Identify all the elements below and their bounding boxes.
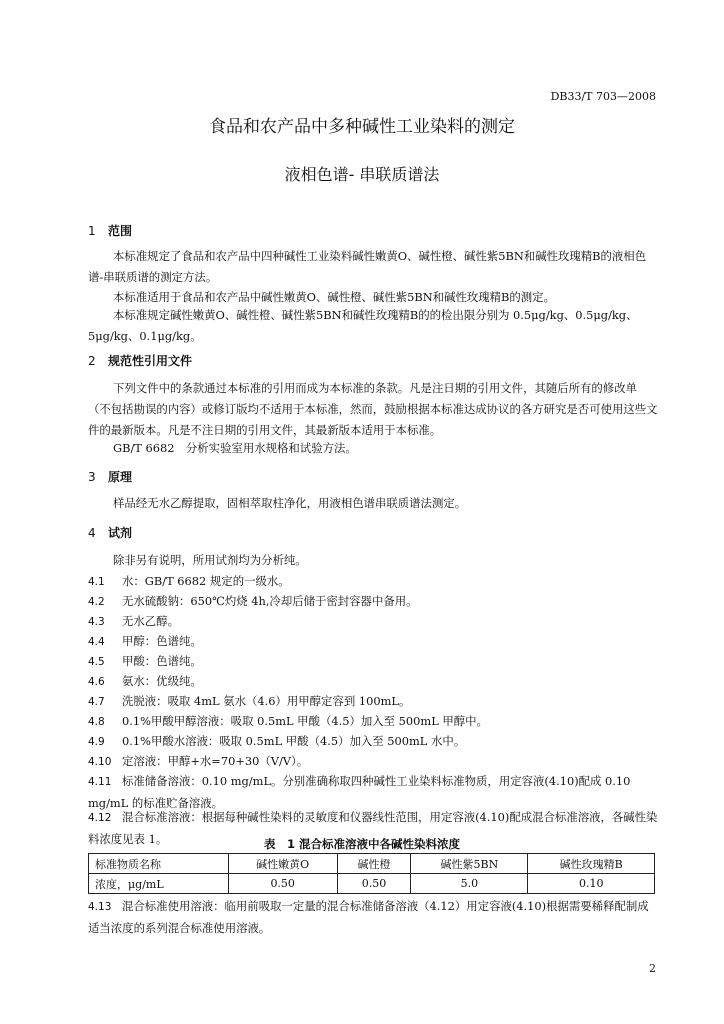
table-caption: 表 1 混合标准溶液中各碱性染料浓度 (263, 837, 460, 851)
table-cell: 5.0 (411, 874, 528, 894)
paragraph: 除非另有说明，所用试剂均为分析纯。 (113, 553, 307, 567)
table-cell: 浓度，μg/mL (89, 874, 229, 894)
table-header-cell: 碱性嫩黄O (228, 854, 337, 874)
table-header-cell: 碱性紫5BN (411, 854, 528, 874)
section-title: 原理 (108, 470, 133, 484)
list-item: 4.6 氨水：优级纯。 (88, 674, 202, 688)
page-number: 2 (649, 962, 656, 975)
section-title: 范围 (108, 224, 133, 238)
document-subtitle: 液相色谱- 串联质谱法 (284, 165, 440, 184)
section-heading-scope (88, 222, 132, 239)
paragraph: 样品经无水乙醇提取，固相萃取柱净化，用液相色谱串联质谱法测定。 (113, 496, 467, 510)
document-code: DB33/T 703—2008 (550, 90, 656, 103)
paragraph: 本标准适用于食品和农产品中碱性嫩黄O、碱性橙、碱性紫5BN和碱性玫瑰精B的测定。 (113, 290, 555, 304)
list-item: 4.5 甲酸：色谱纯。 (88, 654, 202, 668)
list-item: 4.11 标准储备溶液：0.10 mg/mL。分别准确称取四种碱性工业染料标准物质，用定容液(4.10)配成 0.10 mg/mL 的标准贮备溶液。 (88, 774, 631, 810)
list-item: 4.3 无水乙醇。 (88, 614, 179, 628)
section-number: 1 (88, 224, 96, 238)
section-title: 规范性引用文件 (108, 354, 193, 368)
list-item: 4.9 0.1%甲酸水溶液：吸取 0.5mL 甲酸（4.5）加入至 500mL 水中。 (88, 734, 466, 748)
paragraph: GB/T 6682 分析实验室用水规格和试验方法。 (113, 441, 357, 455)
section-heading-principle (88, 468, 132, 485)
concentration-table (88, 853, 655, 894)
section-title: 试剂 (108, 526, 133, 540)
paragraph: 本标准规定了食品和农产品中四种碱性工业染料碱性嫩黄O、碱性橙、碱性紫5BN和碱性玫瑰精B的液相色谱-串联质谱的测定方法。 (88, 249, 647, 284)
list-item: 4.12 混合标准溶液：根据每种碱性染料的灵敏度和仪器线性范围，用定容液(4.10)配成混合标准溶液，各碱性染料浓度见表 1。 (88, 810, 658, 846)
table-cell: 0.50 (337, 874, 411, 894)
paragraph: 下列文件中的条款通过本标准的引用而成为本标准的条款。凡是注日期的引用文件，其随后所有的修改单（不包括勘误的内容）或修订版均不适用于本标准，然而，鼓励根据本标准达成协议的各方研究是否可使用这些文件的最新版本。凡是不注日期的引用文件，其最新版本适用于本标准。 (88, 381, 658, 437)
list-item: 4.1 水：GB/T 6682 规定的一级水。 (88, 574, 290, 588)
table-row (89, 874, 655, 894)
list-item: 4.13 混合标准使用溶液：临用前吸取一定量的混合标准储备溶液（4.12）用定容液(4.10)根据需要稀释配制成适当浓度的系列混合标准使用溶液。 (88, 899, 649, 935)
table-header-cell: 碱性玫瑰精B (528, 854, 655, 874)
table-cell: 0.50 (228, 874, 337, 894)
list-item: 4.10 定溶液：甲醇+水=70+30（V/V）。 (88, 754, 309, 768)
list-item: 4.8 0.1%甲酸甲醇溶液：吸取 0.5mL 甲酸（4.5）加入至 500mL 甲醇中。 (88, 714, 488, 728)
paragraph: 本标准规定碱性嫩黄O、碱性橙、碱性紫5BN和碱性玫瑰精B的的检出限分别为 0.5μg/kg、0.5μg/kg、5μg/kg、0.1μg/kg。 (88, 308, 638, 343)
list-item: 4.4 甲醇：色谱纯。 (88, 634, 202, 648)
document-title: 食品和农产品中多种碱性工业染料的测定 (209, 117, 515, 137)
table-header-cell: 碱性橙 (337, 854, 411, 874)
list-item: 4.2 无水硫酸钠：650℃灼烧 4h,冷却后储于密封容器中备用。 (88, 594, 418, 608)
section-number: 2 (88, 354, 96, 368)
section-heading-references (88, 352, 192, 369)
section-heading-reagents (88, 524, 132, 541)
section-number: 4 (88, 526, 96, 540)
table-header-cell: 标准物质名称 (89, 854, 229, 874)
section-number: 3 (88, 470, 96, 484)
table-cell: 0.10 (528, 874, 655, 894)
table-header-row (89, 854, 655, 874)
list-item: 4.7 洗脱液：吸取 4mL 氨水（4.6）用甲醇定容到 100mL。 (88, 694, 411, 708)
